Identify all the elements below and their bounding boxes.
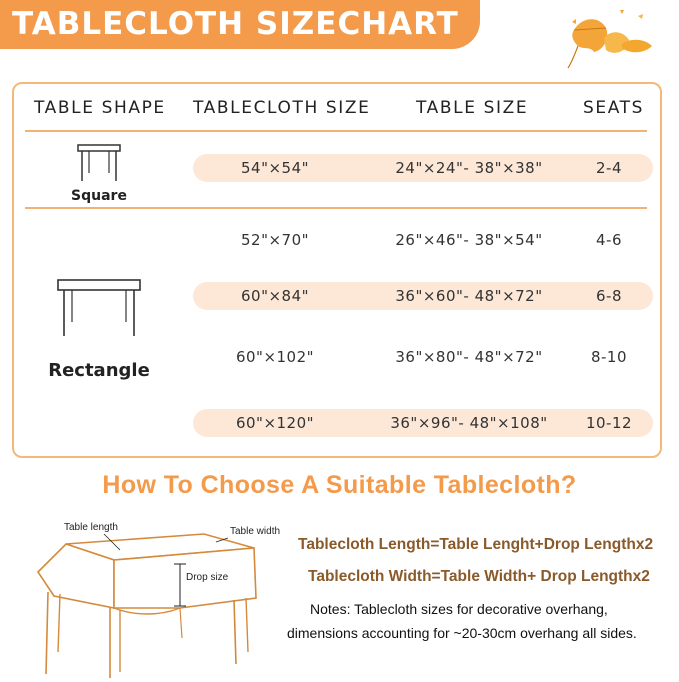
header-seats: SEATS <box>583 98 645 118</box>
autumn-leaves-icon <box>560 2 660 72</box>
banner-title: TABLECLOTH SIZECHART <box>12 6 459 42</box>
cloth-size-cell: 60"×84" <box>240 287 310 305</box>
header-tablecloth-size: TABLECLOTH SIZE <box>193 98 371 118</box>
formula-length: Tablecloth Length=Table Lenght+Drop Lengthx2 <box>298 536 654 553</box>
formula-width: Tablecloth Width=Table Width+ Drop Lengthx2 <box>308 568 650 585</box>
table-size-cell: 36"×60"- 48"×72" <box>395 287 543 305</box>
seats-cell: 6-8 <box>596 287 622 305</box>
table-size-cell: 24"×24"- 38"×38" <box>395 159 543 177</box>
section-divider <box>25 207 647 209</box>
seats-cell: 10-12 <box>585 414 633 432</box>
header-divider <box>25 130 647 132</box>
shape-label-rectangle: Rectangle <box>48 360 150 381</box>
seats-cell: 4-6 <box>596 231 622 249</box>
guide-title: How To Choose A Suitable Tablecloth? <box>102 471 577 499</box>
square-table-icon <box>76 143 122 185</box>
table-size-cell: 26"×46"- 38"×54" <box>395 231 543 249</box>
shape-label-square: Square <box>71 188 127 204</box>
seats-cell: 2-4 <box>596 159 622 177</box>
table-length-label: Table length <box>64 522 118 533</box>
table-width-label: Table width <box>230 526 281 537</box>
header-table-size: TABLE SIZE <box>416 98 529 118</box>
note-line-1: Notes: Tablecloth sizes for decorative overhang, <box>310 601 608 617</box>
size-chart-frame <box>12 82 662 458</box>
table-size-cell: 36"×80"- 48"×72" <box>395 348 543 366</box>
cloth-size-cell: 54"×54" <box>240 159 310 177</box>
cloth-size-cell: 52"×70" <box>240 231 310 249</box>
drop-size-label: Drop size <box>186 572 229 583</box>
rectangle-table-icon <box>56 278 142 340</box>
cloth-size-cell: 60"×120" <box>235 414 315 432</box>
seats-cell: 8-10 <box>590 348 628 366</box>
tablecloth-diagram <box>34 512 281 680</box>
note-line-2: dimensions accounting for ~20-30cm overhang all sides. <box>287 625 637 641</box>
title-banner <box>0 0 480 49</box>
header-table-shape: TABLE SHAPE <box>34 98 166 118</box>
table-size-cell: 36"×96"- 48"×108" <box>390 414 548 432</box>
cloth-size-cell: 60"×102" <box>235 348 315 366</box>
